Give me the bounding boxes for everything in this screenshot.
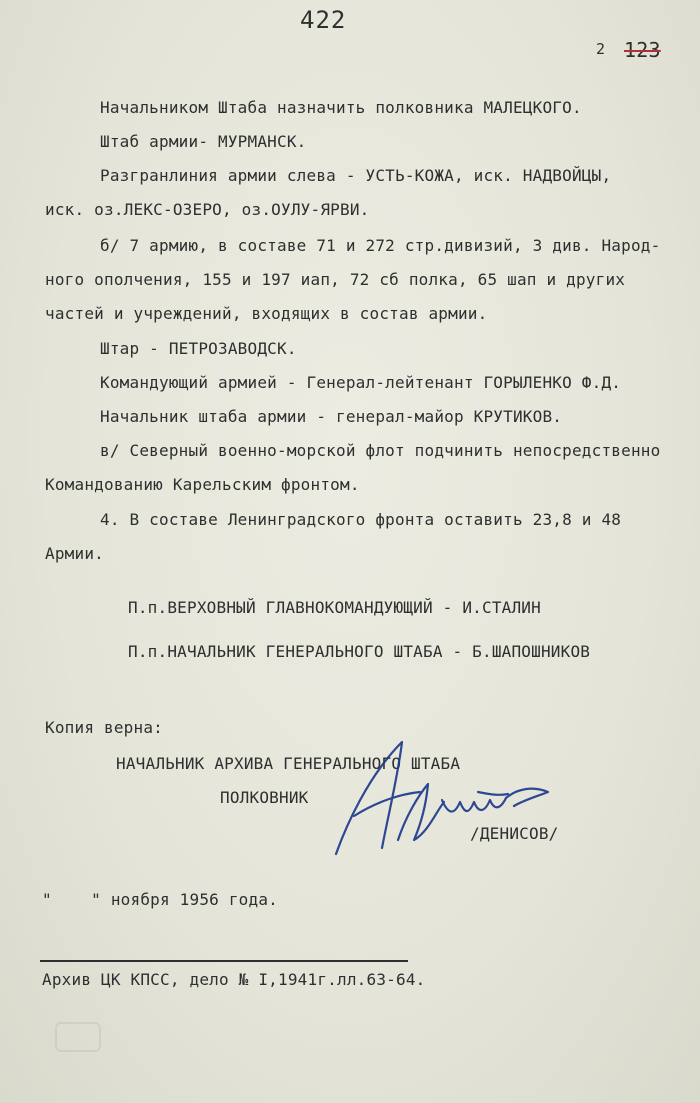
body-line: 4. В составе Ленинградского фронта оставить 23,8 и 48: [100, 510, 622, 529]
separator-line: [40, 960, 408, 962]
archive-chief-position: НАЧАЛЬНИК АРХИВА ГЕНЕРАЛЬНОГО ШТАБА: [116, 754, 461, 773]
body-line: Начальником Штаба назначить полковника МАЛЕЦКОГО.: [100, 98, 582, 117]
archive-reference: Архив ЦК КПСС, дело № I,1941г.лл.63-64.: [42, 970, 426, 989]
body-line: частей и учреждений, входящих в состав армии.: [45, 304, 488, 323]
copy-certified-label: Копия верна:: [45, 718, 163, 737]
body-line: Армии.: [45, 544, 104, 563]
chief-of-general-staff-signature-line: П.п.НАЧАЛЬНИК ГЕНЕРАЛЬНОГО ШТАБА - Б.ШАПОШНИКОВ: [128, 642, 591, 661]
archive-page-number: 422: [300, 6, 347, 34]
body-line: Командованию Карельским фронтом.: [45, 475, 360, 494]
officer-rank: ПОЛКОВНИК: [220, 788, 309, 807]
body-line: Начальник штаба армии - генерал-майор КРУТИКОВ.: [100, 407, 563, 426]
body-line: иск. оз.ЛЕКС-ОЗЕРО, оз.ОУЛУ-ЯРВИ.: [45, 200, 370, 219]
body-line: Разгранлиния армии слева - УСТЬ-КОЖА, иск. НАДВОЙЦЫ,: [100, 166, 612, 185]
body-line: в/ Северный военно-морской флот подчинить непосредственно: [100, 441, 661, 460]
sheet-number: 2: [596, 40, 606, 58]
body-line: б/ 7 армию, в составе 71 и 272 стр.дивизий, 3 див. Народ-: [100, 236, 661, 255]
body-line: Командующий армией - Генерал-лейтенант ГОРЫЛЕНКО Ф.Д.: [100, 373, 622, 392]
faint-archive-stamp: [55, 1022, 101, 1052]
body-line: Штар - ПЕТРОЗАВОДСК.: [100, 339, 297, 358]
crossed-out-sheet-number: 123: [624, 38, 661, 62]
body-line: ного ополчения, 155 и 197 иап, 72 сб полка, 65 шап и других: [45, 270, 626, 289]
certification-date: " " ноября 1956 года.: [42, 890, 278, 909]
officer-name: /ДЕНИСОВ/: [470, 824, 559, 843]
handwritten-signature: [328, 736, 560, 866]
supreme-commander-signature-line: П.п.ВЕРХОВНЫЙ ГЛАВНОКОМАНДУЮЩИЙ - И.СТАЛИН: [128, 598, 541, 617]
body-line: Штаб армии- МУРМАНСК.: [100, 132, 307, 151]
